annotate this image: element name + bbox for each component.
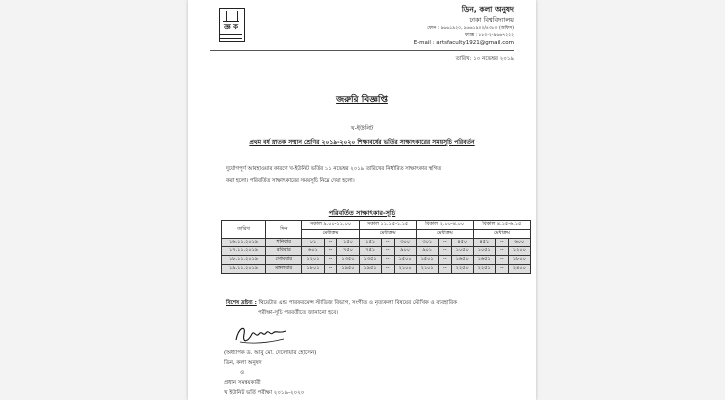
phone-line: ফোন : ৯৬৬১৯২০, ৯৬৬১৯০০/৪৩৮০ (অফিস) <box>427 26 514 31</box>
office-name: ডিন, কলা অনুষদ <box>461 5 514 14</box>
merit-sep: -- <box>438 247 451 256</box>
merit-to: ১২০০ <box>508 247 530 256</box>
merit-to: ১৫০ <box>337 238 359 247</box>
special-note-line-1: থিয়েটার এন্ড পারফরমেন্স স্টাডিজ বিভাগ, সংগীত ও নৃত্যকলা বিষয়ের মৌখিক ও ব্যবহারিক <box>258 300 457 306</box>
merit-to: ৭৫০ <box>337 247 359 256</box>
merit-header: মেধাক্রম <box>416 229 473 238</box>
merit-sep: -- <box>381 256 394 265</box>
row-date: ১৮.১১.২০১৯ <box>222 256 266 265</box>
schedule-title: পরিবর্তিত সাক্ষাৎকার-সূচি <box>328 209 396 217</box>
merit-to: ১৫০০ <box>394 256 416 265</box>
merit-from: ১৫১ <box>359 238 381 247</box>
signatory-name: (অধ্যাপক ড. আবু মো. দেলোয়ার হোসেন) <box>224 350 317 356</box>
col-header-slot-2: সকাল ১১.১৫-১.১৫ <box>359 221 416 230</box>
merit-sep: -- <box>381 247 394 256</box>
merit-to: ৯০০ <box>394 247 416 256</box>
notice-subject: প্রথম বর্ষ স্নাতক সম্মান শ্রেণির ২০১৯-২০২০ শিক্ষাবর্ষের ভর্তির সাক্ষাৎকারের সময়সূচি পরিবর্তন <box>249 139 475 146</box>
body-text-line-1: দুর্যোগপূর্ণ আবহাওয়ার কারণে খ-ইউনিট ভর্তির ১১ নভেম্বর ২০১৯ তারিখের নির্ধারিত সাক্ষাৎকার স্থগিত <box>226 166 442 172</box>
row-day: সোমবার <box>266 256 302 265</box>
signatory-role: ডিন, কলা অনুষদ <box>224 360 262 366</box>
merit-sep: -- <box>324 238 337 247</box>
merit-from: ১৮০১ <box>302 264 324 273</box>
col-header-date: তারিখ <box>222 221 266 239</box>
table-row <box>222 247 531 256</box>
merit-sep: -- <box>324 264 337 273</box>
table-row <box>222 264 531 273</box>
merit-header: মেধাক্রম <box>302 229 359 238</box>
merit-to: ২৪০০ <box>508 264 530 273</box>
merit-from: ১৬৫১ <box>473 256 495 265</box>
email-line: E-mail : artsfaculty1921@gmail.com <box>413 40 514 46</box>
merit-sep: -- <box>438 256 451 265</box>
unit-label: খ-ইউনিট <box>350 125 374 132</box>
merit-from: ০১ <box>302 238 324 247</box>
notice-date: তারিখ: ১০ নভেম্বর ২০১৯ <box>455 56 514 62</box>
merit-sep: -- <box>438 238 451 247</box>
merit-to: ১৬৫০ <box>451 256 473 265</box>
merit-from: ১৯৫১ <box>359 264 381 273</box>
merit-from: ২১০১ <box>416 264 438 273</box>
signature-icon <box>232 322 290 348</box>
merit-sep: -- <box>324 256 337 265</box>
merit-header: মেধাক্রম <box>359 229 416 238</box>
signatory-coordinator: প্রধান সমন্বয়কারী <box>224 380 261 386</box>
merit-sep: -- <box>495 256 508 265</box>
merit-sep: -- <box>495 264 508 273</box>
signatory-conjunction: ও <box>240 370 245 376</box>
row-day: রবিবার <box>266 247 302 256</box>
row-day: মঙ্গলবার <box>266 264 302 273</box>
special-note-line-2: পরীক্ষা-সূচি পরবর্তীতে জানানো হবে। <box>258 310 339 316</box>
merit-sep: -- <box>381 264 394 273</box>
row-date: ১৯.১১.২০১৯ <box>222 264 266 273</box>
merit-from: ১৫০১ <box>416 256 438 265</box>
merit-header: মেধাক্রম <box>473 229 530 238</box>
body-text-line-2: করা হলো। পরিবর্তিত সাক্ষাৎকারের সময়সূচি নিম্নে দেয়া হলো। <box>226 178 355 184</box>
merit-to: ৬০০ <box>508 238 530 247</box>
signatory-unit-exam: খ ইউনিট ভর্তি পরীক্ষা ২০১৯-২০২০ <box>224 390 305 396</box>
table-row <box>222 256 531 265</box>
merit-sep: -- <box>324 247 337 256</box>
col-header-slot-4: বিকাল ৪.১৫-৬.১৫ <box>473 221 530 230</box>
special-note <box>226 300 457 308</box>
special-note-label: বিশেষ দ্রষ্টব্য : <box>226 300 257 306</box>
merit-from: ৩০১ <box>416 238 438 247</box>
merit-to: ২২৫০ <box>451 264 473 273</box>
row-date: ১৬.১১.২০১৯ <box>222 238 266 247</box>
merit-from: ৪৫১ <box>473 238 495 247</box>
table-row <box>222 238 531 247</box>
col-header-slot-1: সকাল ৯.০০-১১.০০ <box>302 221 359 230</box>
university-logo-icon <box>219 8 245 42</box>
merit-to: ১০৫০ <box>451 247 473 256</box>
merit-from: ১২০১ <box>302 256 324 265</box>
notice-title: জরুরি বিজ্ঞপ্তি <box>336 95 388 105</box>
merit-from: ১৩৫১ <box>359 256 381 265</box>
merit-sep: -- <box>438 264 451 273</box>
merit-from: ৯০১ <box>416 247 438 256</box>
notice-document <box>188 0 536 400</box>
merit-sep: -- <box>495 247 508 256</box>
university-name: ঢাকা বিশ্ববিদ্যালয় <box>469 16 514 24</box>
merit-sep: -- <box>381 238 394 247</box>
merit-from: ২২৫১ <box>473 264 495 273</box>
col-header-slot-3: বিকাল ২.০০-৪.০০ <box>416 221 473 230</box>
fax-line: ফ্যাক্স : ৮৮০-২-৯৬৬৭২২২ <box>465 33 514 38</box>
merit-to: ৩০০ <box>394 238 416 247</box>
merit-to: ৪৫০ <box>451 238 473 247</box>
row-date: ১৭.১১.২০১৯ <box>222 247 266 256</box>
merit-to: ১৩৫০ <box>337 256 359 265</box>
merit-from: ৭৫১ <box>359 247 381 256</box>
merit-to: ২১০০ <box>394 264 416 273</box>
header-divider <box>210 50 514 51</box>
merit-to: ১৮০০ <box>508 256 530 265</box>
logo-text: জ্ঞ ক <box>223 23 239 31</box>
merit-from: ১০৫১ <box>473 247 495 256</box>
merit-sep: -- <box>495 238 508 247</box>
row-day: শনিবার <box>266 238 302 247</box>
schedule-table <box>221 220 531 274</box>
merit-from: ৬০১ <box>302 247 324 256</box>
col-header-day: দিন <box>266 221 302 239</box>
merit-to: ১৯৫০ <box>337 264 359 273</box>
table-header-row <box>222 221 531 230</box>
